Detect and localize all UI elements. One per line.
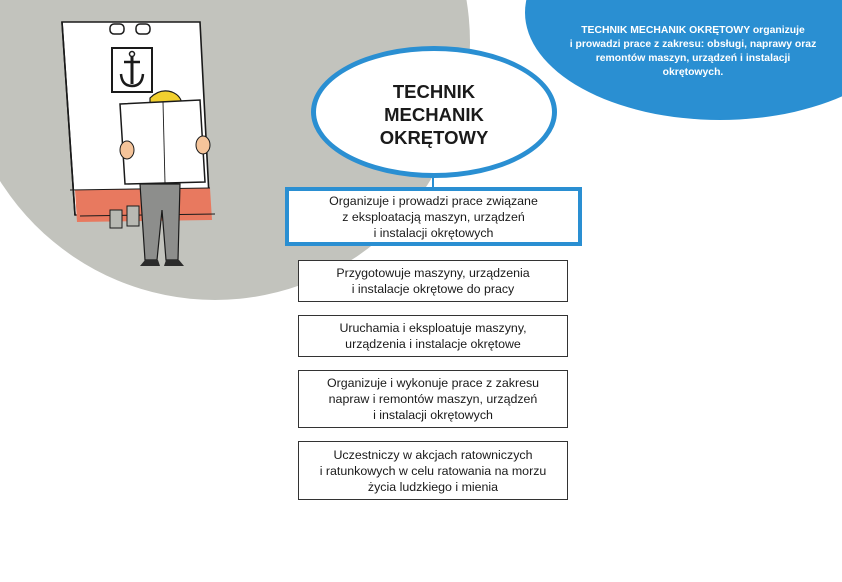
title-ellipse <box>311 46 557 178</box>
description-text: TECHNIK MECHANIK OKRĘTOWY organizuje i prowadzi prace z zakresu: obsługi, naprawy oraz remontów maszyn, urządzeń i instalacji okrętowych. <box>569 25 817 78</box>
task-box-5: Uczestniczy w akcjach ratowniczych i ratunkowych w celu ratowania na morzu życia ludzkiego i mienia <box>298 441 568 500</box>
anchor-icon <box>112 48 152 92</box>
diagram-title: TECHNIK MECHANIK OKRĘTOWY <box>379 80 489 148</box>
task-box-2: Przygotowuje maszyny, urządzenia i instalacje okrętowe do pracy <box>298 260 568 302</box>
task-box-3: Uruchamia i eksploatuje maszyny, urządzenia i instalacje okrętowe <box>298 315 568 357</box>
task-box-4: Organizuje i wykonuje prace z zakresu napraw i remontów maszyn, urządzeń i instalacji okrętowych <box>298 370 568 428</box>
worker-figure-illustration <box>0 0 300 300</box>
task-box-1: Organizuje i prowadzi prace związane z eksploatacją maszyn, urządzeń i instalacji okrętowych <box>285 187 582 246</box>
